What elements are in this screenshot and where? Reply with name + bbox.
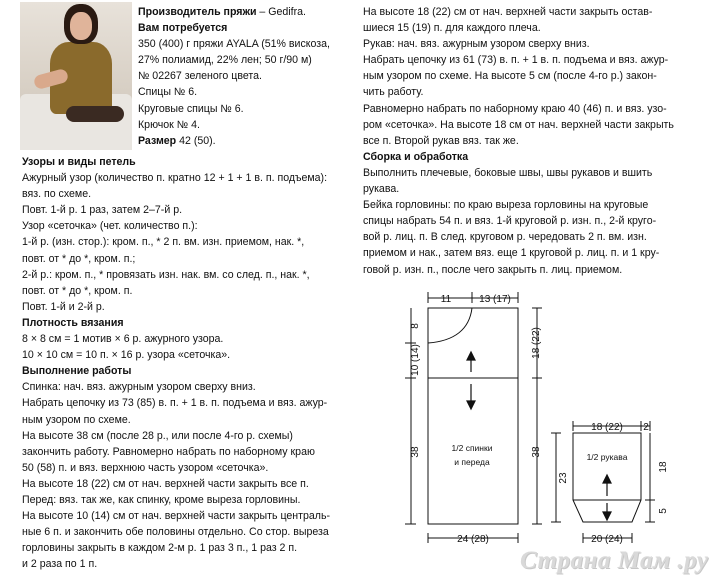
text-line: шиеся 15 (19) п. для каждого плеча. [363, 22, 541, 35]
work-title: Выполнение работы [22, 365, 132, 378]
text-line: ные 6 п. и закончить обе половины отдельно. Со стор. выреза [22, 526, 329, 539]
text-line: спицы набрать 54 п. и вяз. 1-й круговой р. изн. п., 2-й круго- [363, 215, 657, 228]
sleeve-dim-bottom: 20 (24) [591, 534, 623, 545]
patterns-title: Узоры и виды петель [22, 156, 136, 168]
dim-left-top: 8 [410, 323, 421, 329]
sleeve-dim-left: 23 [558, 472, 569, 484]
text-line: Перед: вяз. так же, как спинку, кроме выреза горловины. [22, 493, 301, 506]
text-line: 10 × 10 см = 10 п. × 16 р. узора «сеточка». [22, 349, 231, 362]
text-line: 50 (58) п. и вяз. верхнюю часть узором «сеточка». [22, 461, 269, 474]
size-value: 42 (50). [176, 134, 216, 147]
producer-label: Производитель пряжи [138, 6, 257, 18]
need-line: 27% полиамид, 22% лен; 50 г/90 м) [138, 54, 312, 67]
need-line: 350 (400) г пряжи AYALA (51% вискоза, [138, 38, 330, 51]
text-line: Набрать цепочку из 61 (73) в. п. + 1 в. п. подъема и вяз. ажур- [363, 54, 669, 67]
text-line: 8 × 8 см = 1 мотив × 6 р. ажурного узора. [22, 333, 224, 346]
need-line: Крючок № 4. [138, 118, 200, 131]
sleeve-arrow-down-head-icon [603, 512, 611, 520]
body-center-label-1: 1/2 спинки [451, 443, 493, 453]
text-line: Бейка горловины: по краю выреза горловины на круговые [363, 199, 649, 212]
density-title: Плотность вязания [22, 316, 124, 329]
text-line: и 2 раза по 1 п. [22, 558, 98, 571]
dim-right-upper: 18 (22) [531, 327, 542, 359]
sleeve-dim-top: 18 (22) [591, 422, 623, 433]
need-line: Круговые спицы № 6. [138, 102, 244, 115]
text-line: Равномерно набрать по наборному краю 40 (46) п. и вяз. узо- [363, 102, 667, 115]
text-line: Рукав: нач. вяз. ажурным узором сверху вниз. [363, 38, 590, 51]
text-line: Узор «сеточка» (чет. количество п.): [22, 220, 198, 233]
producer-value: – Gedifra. [256, 6, 306, 18]
neckline-curve [428, 308, 472, 343]
text-line: рукава. [363, 183, 400, 196]
dim-top-right: 13 (17) [479, 294, 511, 305]
text-line: На высоте 18 (22) см от нач. верхней части закрыть остав- [363, 6, 653, 18]
text-line: закончить работу. Равномерно набрать по наборному краю [22, 445, 315, 458]
sleeve-dim-right-upper: 18 [658, 461, 669, 473]
text-line: горловины закрыть в каждом 2-м р. 1 раз 3 п., 1 раз 2 п. [22, 542, 298, 555]
text-line: говой р. изн. п., после чего закрыть п. лиц. приемом. [363, 263, 623, 276]
text-line: На высоте 38 см (после 28 р., или после 4-го р. схемы) [22, 429, 293, 442]
dim-bottom: 24 (28) [457, 534, 489, 545]
sleeve-dim-top-small: 2 [643, 422, 649, 433]
text-line: Выполнить плечевые, боковые швы, швы рукавов и вшить [363, 166, 653, 179]
body-center-label-2: и переда [454, 457, 490, 467]
dim-left-mid: 10 (14) [410, 344, 421, 376]
sleeve-dim-right-lower: 5 [658, 508, 669, 514]
need-title: Вам потребуется [138, 22, 228, 35]
text-line: На высоте 10 (14) см от нач. верхней части закрыть централь- [22, 510, 331, 523]
watermark: Страна Мам .ру [520, 547, 709, 574]
text-line: Спинка: нач. вяз. ажурным узором сверху вниз. [22, 381, 256, 394]
text-line: ным узором по схеме. [22, 413, 131, 426]
text-line: 1-й р. (изн. стор.): кром. п., * 2 п. вм. изн. приемом, нак. *, [22, 236, 305, 249]
text-line: повт. от * до *, кром. п.; [22, 252, 136, 265]
text-line: Набрать цепочку из 73 (85) в. п. + 1 в. п. подъема и вяз. ажур- [22, 397, 328, 410]
need-line: № 02267 зеленого цвета. [138, 70, 262, 83]
text-line: все п. Второй рукав вяз. так же. [363, 134, 519, 147]
text-line: Ажурный узор (количество п. кратно 12 + 1 + 1 в. п. подъема): [22, 172, 328, 185]
text-line: приемом и нак., затем вяз. еще 1 круговой р. лиц. п. и 1 кру- [363, 247, 660, 260]
text-line: чить работу. [363, 86, 424, 99]
text-line: ром «сеточка». На высоте 18 см от нач. верхней части закрыть [363, 118, 674, 131]
arrow-down-head-icon [467, 401, 475, 409]
dim-top-left: 11 [440, 294, 452, 305]
text-line: Повт. 1-й и 2-й р. [22, 300, 105, 313]
need-line: Спицы № 6. [138, 86, 198, 99]
dim-right-lower: 38 [531, 446, 542, 458]
text-line: На высоте 18 (22) см от нач. верхней части закрыть все п. [22, 477, 309, 490]
text-line: Повт. 1-й р. 1 раз, затем 2–7-й р. [22, 204, 183, 217]
assembly-title: Сборка и обработка [363, 150, 469, 163]
text-line: повт. от * до *, кром. п. [22, 284, 133, 297]
sleeve-center-label: 1/2 рукава [586, 452, 628, 462]
text-line: 2-й р.: кром. п., * провязать изн. нак. вм. со след. п., нак. *, [22, 268, 310, 281]
dim-left-lower: 38 [410, 446, 421, 458]
sleeve-arrow-up-head-icon [603, 475, 611, 483]
text-line: вяз. по схеме. [22, 188, 92, 201]
arrow-up-head-icon [467, 352, 475, 360]
text-line: вой р. лиц. п. В след. круговом р. чередовать 2 п. вм. изн. [363, 231, 647, 244]
size-label: Размер [138, 134, 177, 147]
text-line: ным узором по схеме. На высоте 5 см (после 4-го р.) закон- [363, 70, 657, 83]
